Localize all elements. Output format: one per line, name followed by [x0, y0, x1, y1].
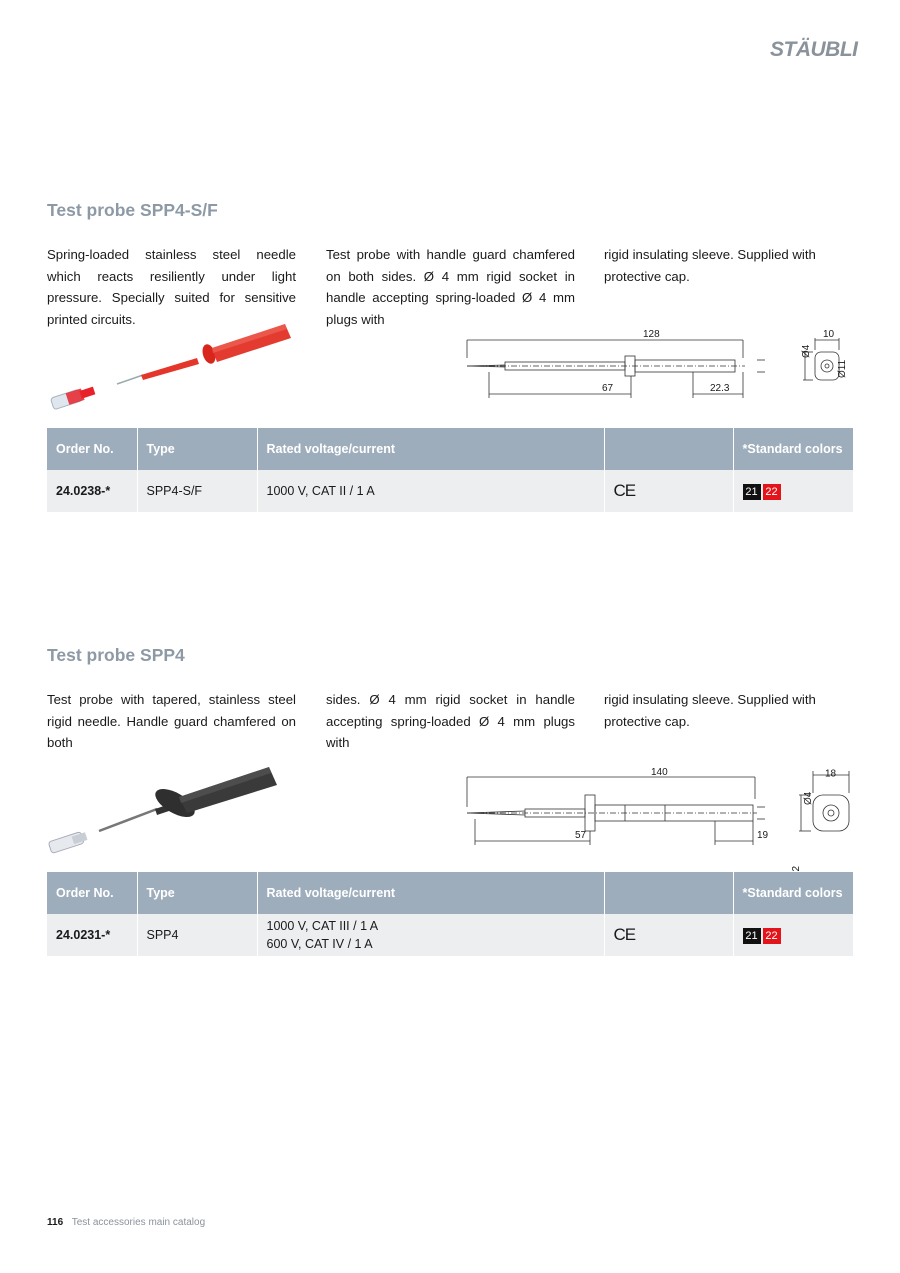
- dim-bore: Ø4: [803, 791, 814, 805]
- logo-text: STÄUBLI: [770, 38, 858, 61]
- product-section-spp4: [47, 645, 853, 951]
- color-swatch-black: 21: [743, 928, 761, 944]
- dimension-drawing: [465, 769, 853, 857]
- description-col-2: Test probe with handle guard chamfered on both sides. Ø 4 mm rigid socket in handle accepting spring-loaded Ø 4 mm plugs with: [326, 247, 575, 327]
- col-standard-colors: *Standard colors: [733, 428, 853, 470]
- section-title: Test probe SPP4-S/F: [47, 200, 218, 220]
- type: SPP4: [137, 914, 257, 956]
- color-swatch-red: 22: [763, 928, 781, 944]
- product-photo-red-probe: [47, 318, 297, 412]
- description-col-3: rigid insulating sleeve. Supplied with protective cap.: [604, 247, 816, 284]
- type: SPP4-S/F: [137, 470, 257, 512]
- description-col-2: sides. Ø 4 mm rigid socket in handle accepting spring-loaded Ø 4 mm plugs with: [326, 692, 575, 750]
- rated-voltage: [257, 470, 604, 512]
- product-section-spp4-sf: [47, 200, 853, 500]
- ce-mark-icon: CE: [613, 480, 636, 500]
- product-photo-black-probe: [47, 761, 282, 857]
- col-order-no: Order No.: [47, 872, 137, 914]
- col-type: Type: [137, 428, 257, 470]
- rated-voltage: [257, 914, 604, 956]
- col-rated-voltage: Rated voltage/current: [257, 428, 604, 470]
- col-type: Type: [137, 872, 257, 914]
- standard-colors: [733, 914, 853, 956]
- section-title: Test probe SPP4: [47, 645, 185, 665]
- dim-length: 128: [643, 329, 660, 340]
- ce-mark-cell: [604, 470, 733, 512]
- dim-needle: 57: [575, 830, 587, 841]
- dim-bore: Ø4: [801, 344, 812, 358]
- description-col-1: Test probe with tapered, stainless steel rigid needle. Handle guard chamfered on both: [47, 692, 296, 750]
- staubli-logo: [770, 38, 856, 64]
- dimension-drawing: [465, 328, 853, 410]
- ce-mark-cell: [604, 914, 733, 956]
- table-row: [47, 914, 853, 956]
- color-swatch-red: 22: [763, 484, 781, 500]
- col-mark: [604, 872, 733, 914]
- color-swatch-black: 21: [743, 484, 761, 500]
- voltage-line-2: 600 V, CAT IV / 1 A: [266, 937, 373, 951]
- spec-table: [47, 872, 853, 956]
- page-footer: [47, 1217, 205, 1228]
- dim-width: 18: [825, 768, 837, 780]
- col-order-no: Order No.: [47, 428, 137, 470]
- voltage-line-1: 1000 V, CAT III / 1 A: [266, 919, 379, 933]
- spec-table: [47, 428, 853, 512]
- dim-guard: Ø11: [837, 359, 848, 378]
- table-row: [47, 470, 853, 512]
- col-rated-voltage: Rated voltage/current: [257, 872, 604, 914]
- dim-socket: 22.3: [710, 383, 730, 394]
- voltage-line-1: 1000 V, CAT II / 1 A: [266, 484, 375, 498]
- order-no: 24.0231-*: [47, 914, 137, 956]
- dim-length: 140: [651, 767, 668, 778]
- description-col-1: Spring-loaded stainless steel needle which reacts resiliently under light pressure. Specially suited for sensitive printed circuits.: [47, 247, 296, 327]
- dim-width: 10: [823, 329, 835, 340]
- standard-colors: [733, 470, 853, 512]
- ce-mark-icon: CE: [613, 924, 636, 944]
- col-mark: [604, 428, 733, 470]
- catalog-name: Test accessories main catalog: [71, 1217, 206, 1228]
- col-standard-colors: *Standard colors: [733, 872, 853, 914]
- order-no: 24.0238-*: [47, 470, 137, 512]
- description-col-3: rigid insulating sleeve. Supplied with protective cap.: [604, 692, 816, 729]
- dim-needle: 67: [602, 383, 614, 394]
- dim-socket: 19: [757, 830, 769, 841]
- page-number: 116: [47, 1217, 64, 1228]
